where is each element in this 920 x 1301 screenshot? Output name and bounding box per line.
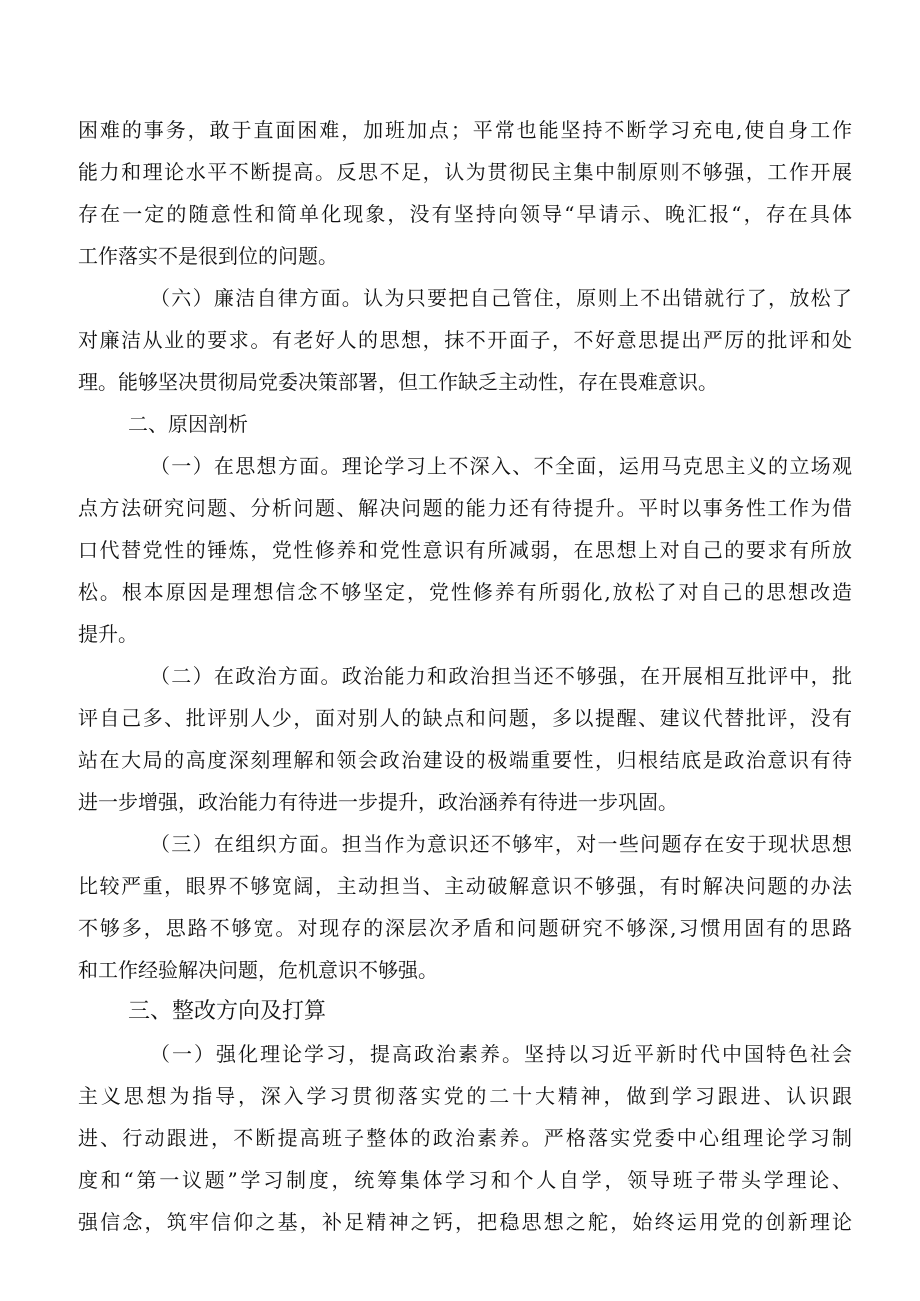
section-heading: 三、整改方向及打算: [128, 999, 327, 1024]
paragraph-start: （二）在政治方面。政治能力和政治担当还不够强，在开展相互批评中，批: [150, 664, 852, 688]
text-line: 口代替党性的锤炼，党性修养和党性意识有所减弱，在思想上对自己的要求有所放: [78, 538, 852, 562]
text-line: 松。根本原因是理想信念不够坚定，党性修养有所弱化,放松了对自己的思想改造: [78, 580, 852, 604]
text-line: 存在一定的随意性和简单化现象，没有坚持向领导“早请示、晚汇报“，存在具体: [78, 202, 852, 226]
text-line: 点方法研究问题、分析问题、解决问题的能力还有待提升。平时以事务性工作为借: [78, 496, 852, 520]
section-heading: 二、原因剖析: [128, 412, 248, 436]
text-line: 工作落实不是很到位的问题。: [78, 244, 338, 268]
text-line: 主义思想为指导，深入学习贯彻落实党的二十大精神，做到学习跟进、认识跟: [78, 1084, 852, 1108]
text-line: 理。能够坚决贯彻局党委决策部署，但工作缺乏主动性，存在畏难意识。: [78, 370, 718, 394]
paragraph-start: （六）廉洁自律方面。认为只要把自己管住，原则上不出错就行了，放松了: [150, 286, 852, 310]
text-line: 能力和理论水平不断提高。反思不足，认为贯彻民主集中制原则不够强，工作开展: [78, 160, 852, 184]
text-line: 强信念，筑牢信仰之基，补足精神之钙，把稳思想之舵，始终运用党的创新理论: [78, 1210, 852, 1234]
text-line: 站在大局的高度深刻理解和领会政治建设的极端重要性，归根结底是政治意识有待: [78, 748, 852, 772]
paragraph-start: （三）在组织方面。担当作为意识还不够牢，对一些问题存在安于现状思想: [150, 832, 852, 856]
text-line: 不够多，思路不够宽。对现存的深层次矛盾和问题研究不够深,习惯用固有的思路: [78, 916, 852, 940]
text-line: 比较严重，眼界不够宽阔，主动担当、主动破解意识不够强，有时解决问题的办法: [78, 874, 852, 898]
text-line: 进一步增强，政治能力有待进一步提升，政治涵养有待进一步巩固。: [78, 790, 678, 814]
text-line: 和工作经验解决问题，危机意识不够强。: [78, 958, 438, 982]
text-line: 对廉洁从业的要求。有老好人的思想，抹不开面子，不好意思提出严厉的批评和处: [78, 328, 852, 352]
text-line: 提升。: [78, 622, 138, 646]
text-line: 度和“第一议题”学习制度，统筹集体学习和个人自学，领导班子带头学理论、: [78, 1168, 852, 1192]
text-line: 评自己多、批评别人少，面对别人的缺点和问题，多以提醒、建议代替批评，没有: [78, 706, 852, 730]
text-line: 困难的事务，敢于直面困难，加班加点；平常也能坚持不断学习充电,使自身工作: [78, 118, 852, 142]
paragraph-start: （一）强化理论学习，提高政治素养。坚持以习近平新时代中国特色社会: [150, 1042, 852, 1066]
paragraph-start: （一）在思想方面。理论学习上不深入、不全面，运用马克思主义的立场观: [150, 454, 852, 478]
text-line: 进、行动跟进，不断提高班子整体的政治素养。严格落实党委中心组理论学习制: [78, 1126, 852, 1150]
